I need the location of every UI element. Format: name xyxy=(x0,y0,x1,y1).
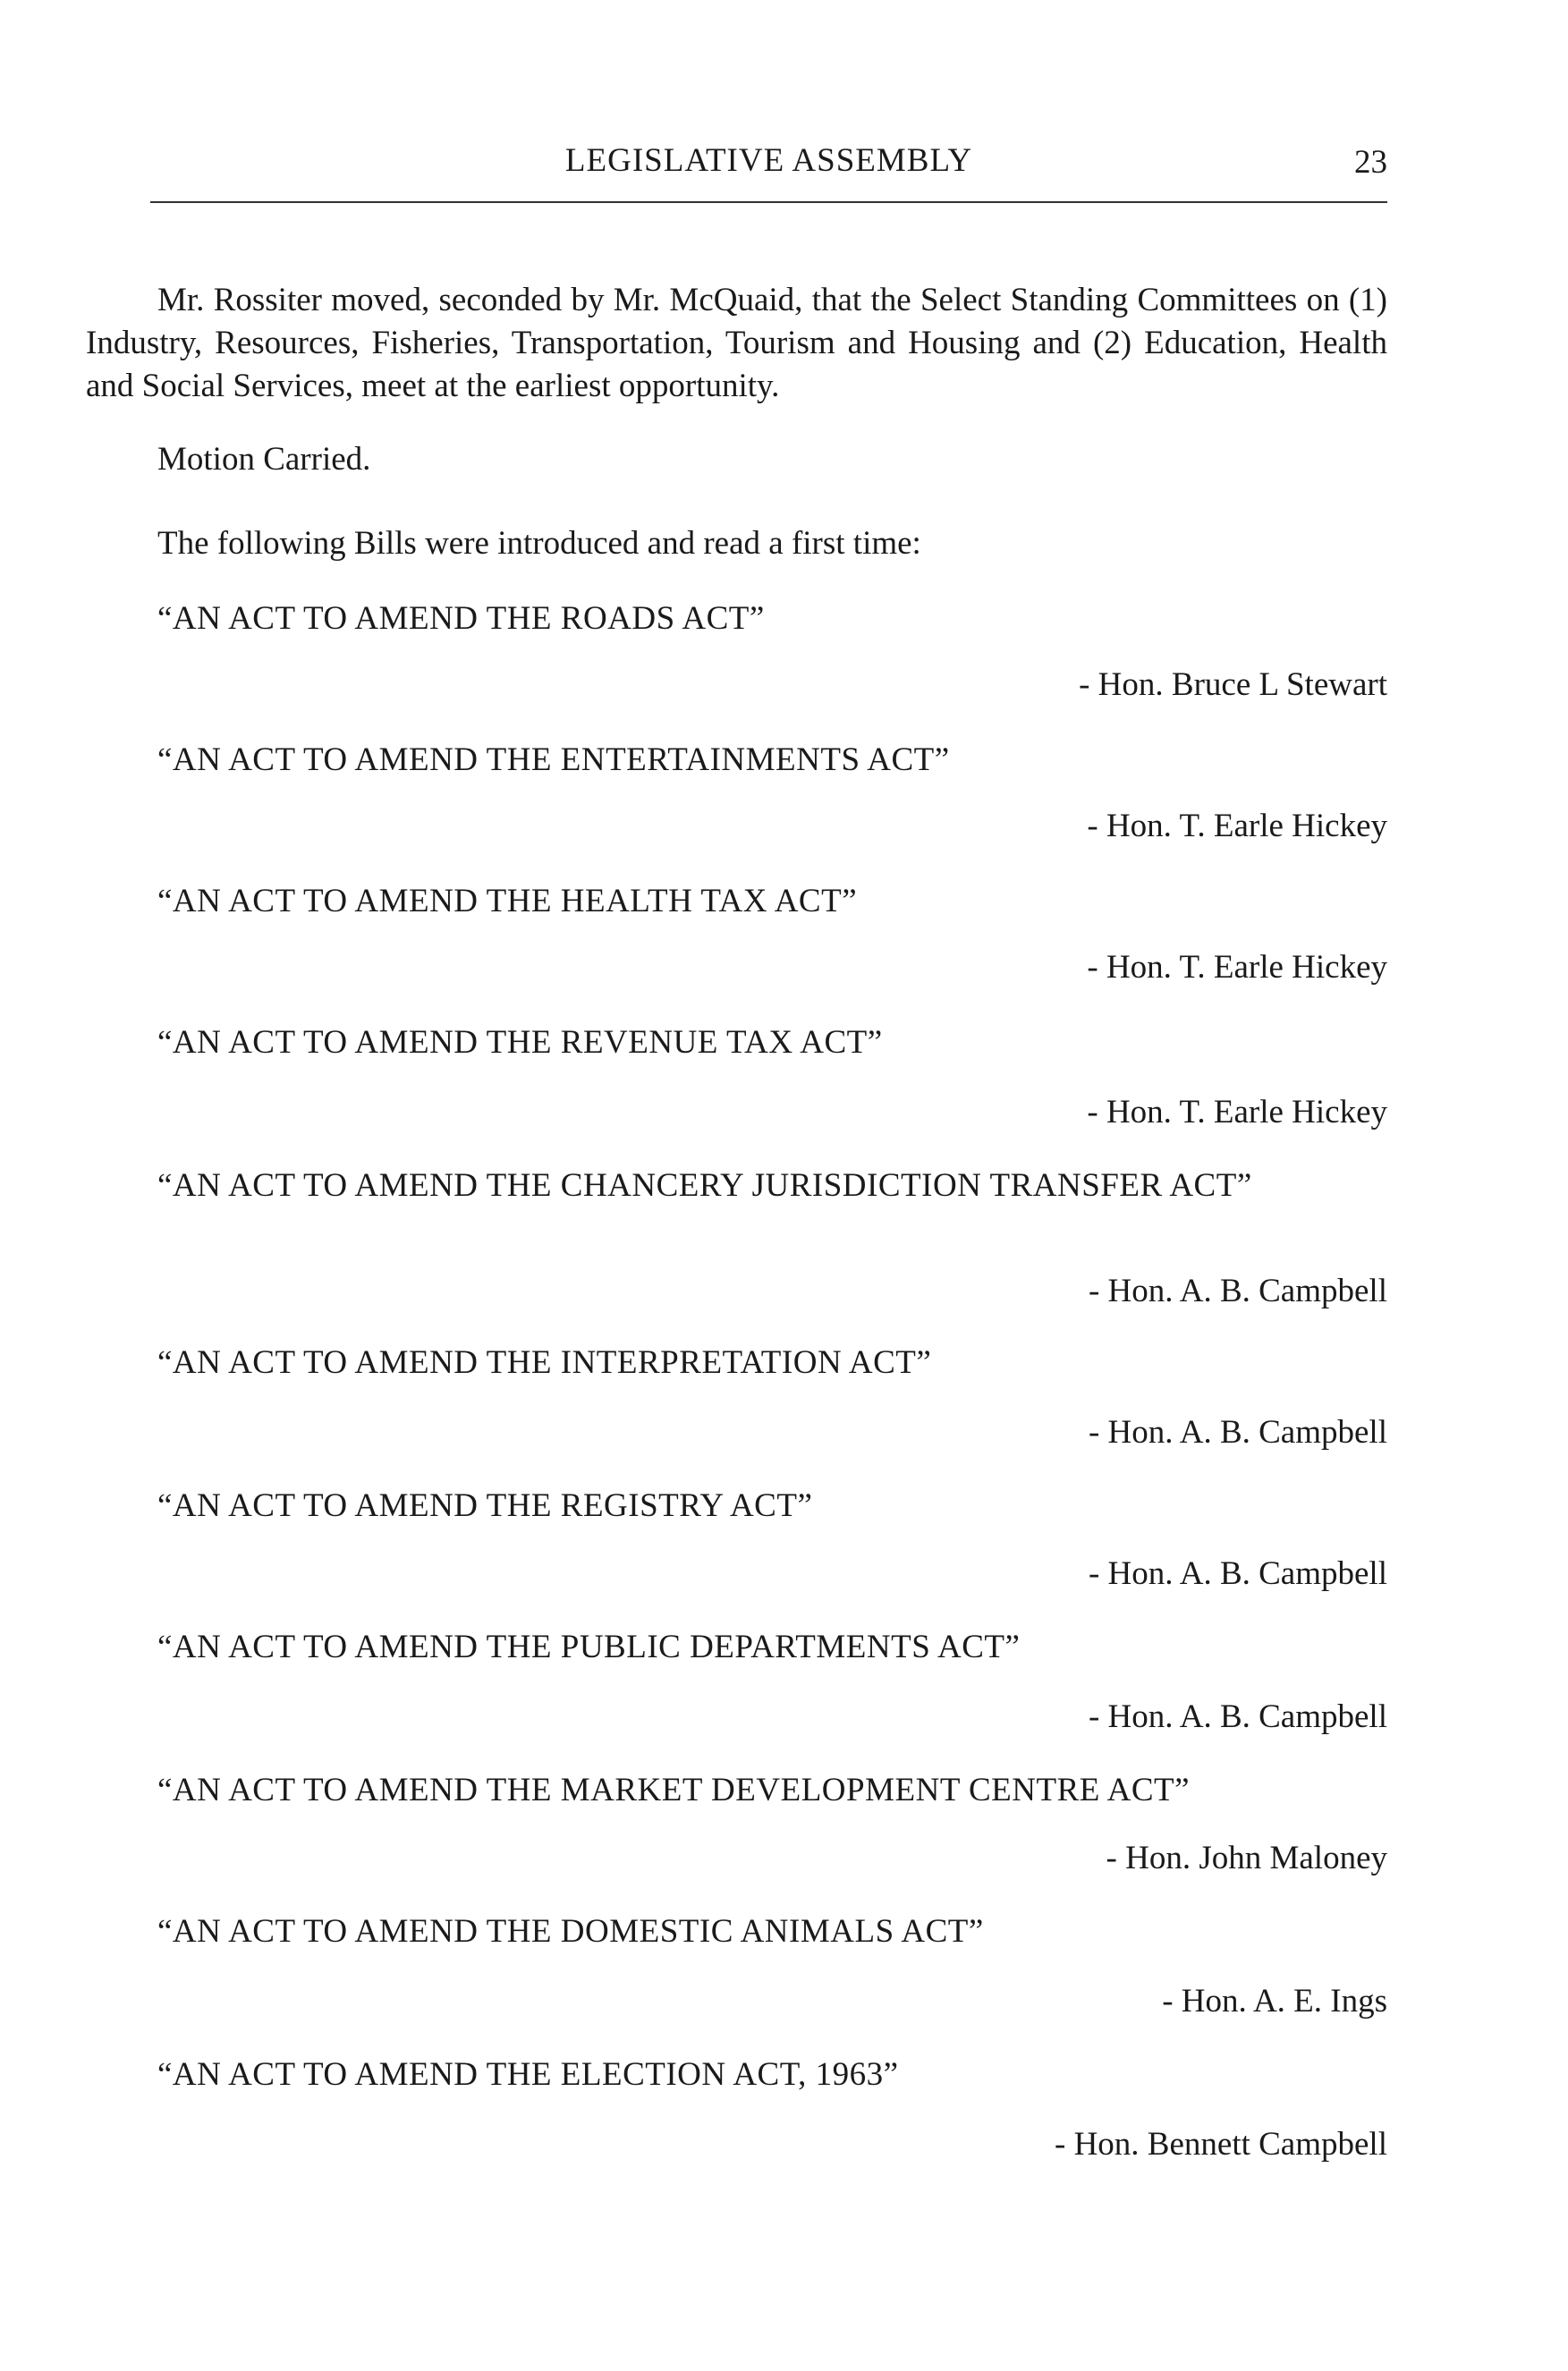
header-divider xyxy=(150,201,1387,203)
bill-sponsor: - Hon. A. B. Campbell xyxy=(1088,1698,1387,1735)
motion-result: Motion Carried. xyxy=(157,441,371,478)
bill-title: “AN ACT TO AMEND THE DOMESTIC ANIMALS ACT” xyxy=(157,1913,984,1950)
bills-intro: The following Bills were introduced and read a first time: xyxy=(157,525,921,562)
bill-sponsor: - Hon. Bennett Campbell xyxy=(1055,2126,1387,2163)
bill-sponsor: - Hon. T. Earle Hickey xyxy=(1087,949,1387,986)
motion-paragraph: Mr. Rossiter moved, seconded by Mr. McQuaid, that the Select Standing Committees on (1) Industry, Resources, Fisheries, Transportation, Tourism and Housing and (2) Education, Health and Social Services, meet at the earliest opportunity. xyxy=(86,282,1387,404)
bill-title: “AN ACT TO AMEND THE PUBLIC DEPARTMENTS ACT” xyxy=(157,1629,1021,1665)
bill-title: “AN ACT TO AMEND THE CHANCERY JURISDICTION TRANSFER ACT” xyxy=(157,1167,1252,1204)
bill-sponsor: - Hon. John Maloney xyxy=(1106,1840,1387,1876)
bill-title: “AN ACT TO AMEND THE ROADS ACT” xyxy=(157,600,765,637)
bill-sponsor: - Hon. A. B. Campbell xyxy=(1088,1555,1387,1592)
bill-sponsor: - Hon. A. E. Ings xyxy=(1162,1983,1387,2020)
bill-title: “AN ACT TO AMEND THE ENTERTAINMENTS ACT” xyxy=(157,741,950,778)
page-title: LEGISLATIVE ASSEMBLY xyxy=(564,142,973,179)
bill-title: “AN ACT TO AMEND THE INTERPRETATION ACT” xyxy=(157,1344,932,1381)
page-header xyxy=(150,141,1387,195)
bill-sponsor: - Hon. A. B. Campbell xyxy=(1088,1273,1387,1309)
bill-sponsor: - Hon. Bruce L Stewart xyxy=(1079,666,1387,703)
bill-sponsor: - Hon. T. Earle Hickey xyxy=(1087,808,1387,844)
bill-title: “AN ACT TO AMEND THE MARKET DEVELOPMENT CENTRE ACT” xyxy=(157,1772,1191,1808)
bill-title: “AN ACT TO AMEND THE REVENUE TAX ACT” xyxy=(157,1024,883,1061)
bill-title: “AN ACT TO AMEND THE ELECTION ACT, 1963” xyxy=(157,2056,899,2093)
bill-title: “AN ACT TO AMEND THE HEALTH TAX ACT” xyxy=(157,883,858,919)
bill-sponsor: - Hon. T. Earle Hickey xyxy=(1087,1094,1387,1130)
page-number: 23 xyxy=(1354,144,1387,181)
bill-sponsor: - Hon. A. B. Campbell xyxy=(1088,1414,1387,1451)
bill-title: “AN ACT TO AMEND THE REGISTRY ACT” xyxy=(157,1487,813,1524)
